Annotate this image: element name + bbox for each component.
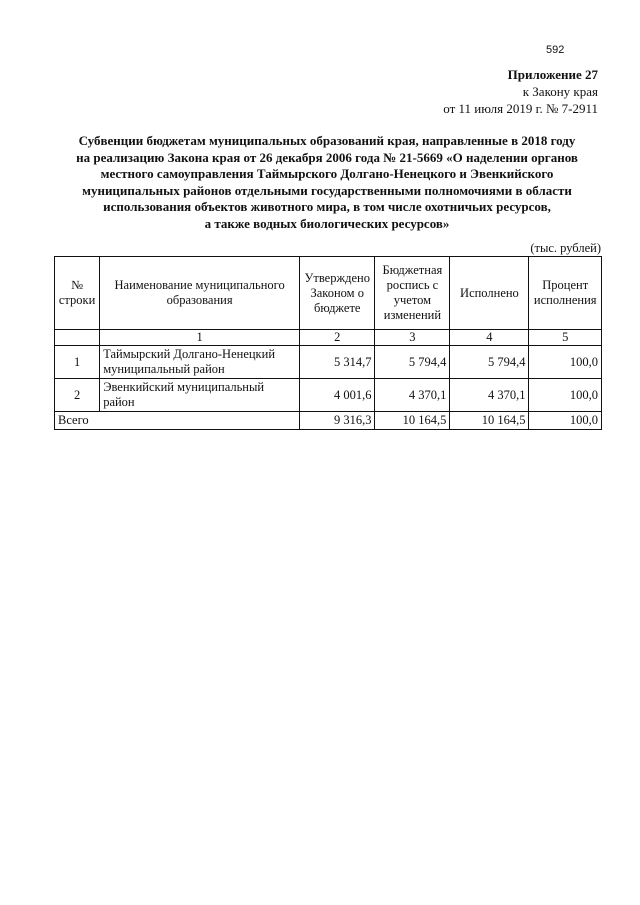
table-row (55, 379, 602, 412)
approved-value: 5 314,7 (300, 346, 375, 379)
header-budget-list: Бюджетная роспись с учетом изменений (375, 257, 450, 330)
percent-value: 100,0 (529, 346, 602, 379)
total-label: Всего (55, 412, 300, 430)
total-budget-list: 10 164,5 (375, 412, 450, 430)
column-number: 5 (529, 330, 602, 346)
row-number: 1 (55, 346, 100, 379)
title-line: на реализацию Закона края от 26 декабря 2006 года № 21-5669 «О наделении органов (76, 149, 578, 165)
subvention-table (54, 256, 602, 430)
page-number: 592 (546, 44, 565, 56)
appendix-law-reference: к Закону края (522, 84, 598, 99)
municipality-name: Таймырский Долгано-Ненецкий муниципальный район (100, 346, 300, 379)
title-line: а также водных биологических ресурсов» (204, 215, 450, 231)
title-line: использования объектов животного мира, в том числе охотничьих ресурсов, (103, 199, 551, 214)
executed-value: 5 794,4 (450, 346, 529, 379)
appendix-title: Приложение 27 (507, 67, 598, 82)
budget-list-value: 4 370,1 (375, 379, 450, 412)
column-number: 1 (100, 330, 300, 346)
appendix-law-date: от 11 июля 2019 г. № 7-2911 (443, 101, 598, 116)
header-row-number: № строки (55, 257, 100, 330)
header-municipality-name: Наименование муниципального образования (100, 257, 300, 330)
title-line: местного самоуправления Таймырского Долгано-Ненецкого и Эвенкийского (100, 166, 554, 181)
document-title (54, 133, 600, 232)
municipality-name: Эвенкийский муниципальный район (100, 379, 300, 412)
row-number: 2 (55, 379, 100, 412)
units-label: (тыс. рублей) (530, 241, 601, 255)
column-number: 3 (375, 330, 450, 346)
total-executed: 10 164,5 (450, 412, 529, 430)
table-row (55, 346, 602, 379)
column-numbering-row (55, 330, 602, 346)
column-number-empty (55, 330, 100, 346)
header-approved: Утверждено Законом о бюджете (300, 257, 375, 330)
budget-list-value: 5 794,4 (375, 346, 450, 379)
column-number: 2 (300, 330, 375, 346)
column-number: 4 (450, 330, 529, 346)
total-percent: 100,0 (529, 412, 602, 430)
title-line: муниципальных районов отдельными государственными полномочиями в области (82, 182, 572, 198)
percent-value: 100,0 (529, 379, 602, 412)
header-executed: Исполнено (450, 257, 529, 330)
table-header-row (55, 257, 602, 330)
approved-value: 4 001,6 (300, 379, 375, 412)
header-percent: Процент исполнения (529, 257, 602, 330)
appendix-header (443, 66, 598, 117)
total-approved: 9 316,3 (300, 412, 375, 430)
executed-value: 4 370,1 (450, 379, 529, 412)
title-line: Субвенции бюджетам муниципальных образований края, направленные в 2018 году (78, 133, 576, 148)
total-row (55, 412, 602, 430)
